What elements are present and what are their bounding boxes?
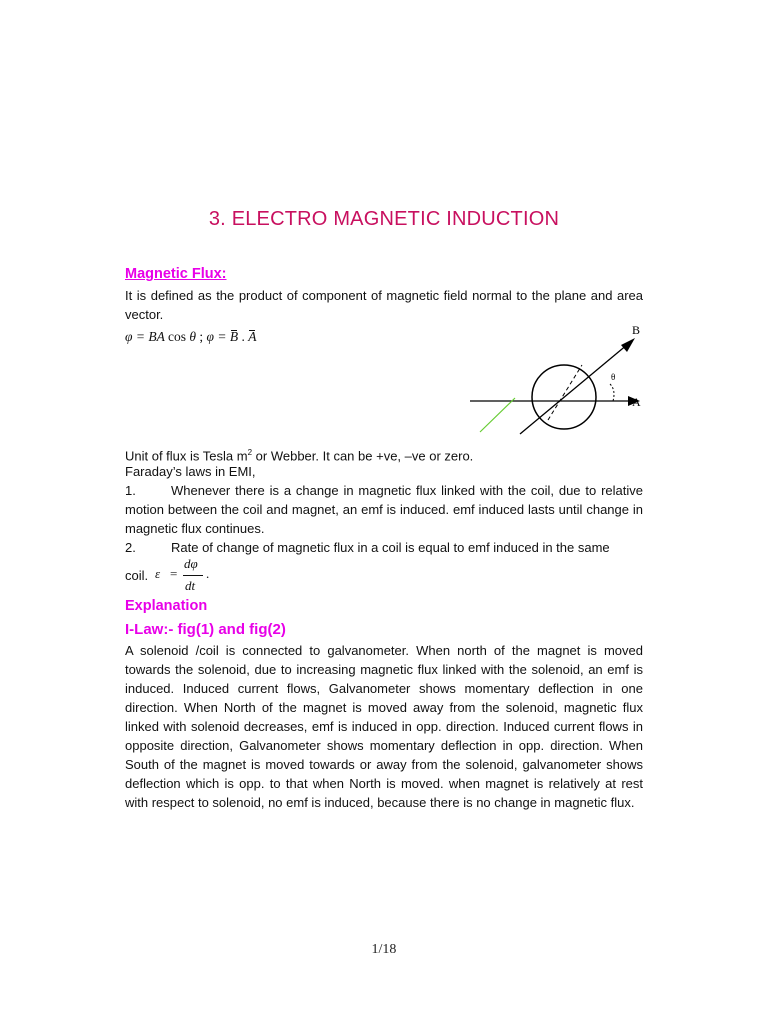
page-number: 1/18	[371, 942, 397, 957]
formula-eq: =	[135, 329, 145, 344]
flux-diagram	[470, 320, 660, 440]
law-2-text: Rate of change of magnetic flux in a coil is equal to emf induced in the same	[171, 540, 610, 555]
plane-dashed-line	[548, 365, 582, 420]
flux-formula	[125, 329, 256, 345]
law-2-prefix: coil.	[125, 568, 149, 583]
flux-definition: It is defined as the product of component of magnetic field normal to the plane and area vector.	[125, 288, 643, 322]
equation-denominator: dt	[185, 578, 196, 593]
equation-epsilon: ε	[155, 566, 161, 581]
formula-eq-2: =	[217, 329, 227, 344]
formula-dot: .	[241, 329, 245, 344]
formula-theta: θ	[189, 329, 196, 344]
formula-phi-2: φ	[206, 329, 214, 344]
formula-cos: cos	[167, 329, 186, 344]
page-title: 3. ELECTRO MAGNETIC INDUCTION	[208, 208, 560, 230]
formula-a-vector: A	[248, 329, 257, 344]
unit-text-b: or Webber. It can be +ve, –ve or zero.	[252, 448, 474, 464]
field-line	[520, 344, 628, 434]
law-1-subheading: I-Law:- fig(1) and fig(2)	[125, 621, 286, 638]
label-b: B	[632, 323, 641, 337]
equation-suffix: .	[206, 566, 210, 581]
explanation-body: A solenoid /coil is connected to galvanometer. When north of the magnet is moved towards the solenoid, due to increasing magnetic flux linked with the solenoid, an emf is induced. Induced current flows, Galvanometer shows momentary deflection in one direction. When North of the magnet is moved away from the solenoid, magnetic flux linked with solenoid decreases, emf is induced in opp. direction. Induced current flows in opposite direction, Galvanometer shows momentary deflection in opp. direction. When South of the magnet is moved towards or away from the solenoid, galvanometer shows deflection which is opp. to that when North is moved. when magnet is relatively at rest with respect to solenoid, no emf is induced, because there is no change in magnetic flux.	[125, 643, 643, 810]
law-2-number: 2.	[125, 540, 136, 555]
formula-sep: ;	[199, 329, 204, 344]
label-a: A	[632, 395, 641, 409]
formula-ba: BA	[148, 329, 165, 344]
formula-phi: φ	[125, 329, 133, 344]
law-1	[125, 481, 643, 538]
faraday-intro: Faraday’s laws in EMI,	[125, 464, 256, 479]
unit-text-a: Unit of flux is Tesla m	[125, 448, 248, 464]
equation-eq: =	[170, 566, 178, 581]
magnetic-flux-heading: Magnetic Flux:	[125, 266, 227, 282]
green-pointer-line	[480, 398, 515, 432]
equation-fraction-bar	[183, 575, 203, 576]
formula-b-vector: B	[229, 329, 239, 344]
law-1-number: 1.	[125, 483, 136, 498]
equation-numerator: dφ	[184, 556, 198, 571]
label-theta: θ	[611, 372, 616, 382]
arrow-b-head	[621, 338, 635, 352]
unit-superscript: 2	[247, 448, 253, 457]
theta-arc	[610, 384, 614, 401]
law-1-text: Whenever there is a change in magnetic flux linked with the coil, due to relative motion between the coil and magnet, an emf is induced. emf induced lasts until change in magnetic flux continues.	[125, 483, 643, 536]
explanation-heading: Explanation	[125, 598, 208, 614]
law-2	[125, 538, 643, 557]
